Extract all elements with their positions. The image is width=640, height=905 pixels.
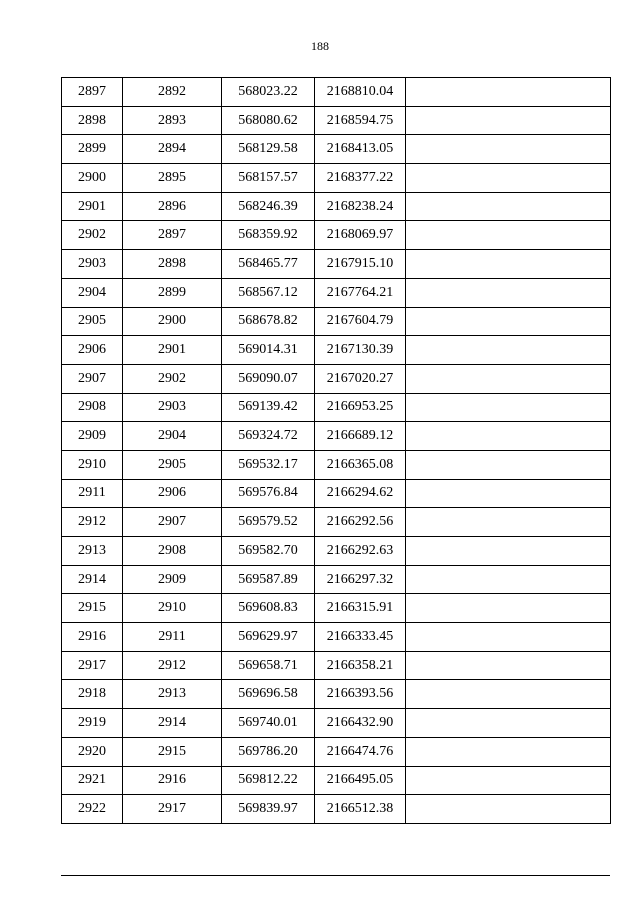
vertex-number-cell: 2903	[123, 393, 222, 422]
notes-cell	[406, 651, 611, 680]
y-coordinate-cell: 2166333.45	[315, 623, 406, 652]
x-coordinate-cell: 569324.72	[222, 422, 315, 451]
x-coordinate-cell: 569579.52	[222, 508, 315, 537]
x-coordinate-cell: 568567.12	[222, 278, 315, 307]
vertex-number-cell: 2899	[123, 278, 222, 307]
x-coordinate-cell: 569587.89	[222, 565, 315, 594]
point-number-cell: 2913	[62, 537, 123, 566]
notes-cell	[406, 680, 611, 709]
vertex-number-cell: 2898	[123, 250, 222, 279]
vertex-number-cell: 2905	[123, 450, 222, 479]
point-number-cell: 2908	[62, 393, 123, 422]
table-row	[62, 680, 611, 709]
point-number-cell: 2915	[62, 594, 123, 623]
table-row	[62, 623, 611, 652]
y-coordinate-cell: 2166292.56	[315, 508, 406, 537]
x-coordinate-cell: 568129.58	[222, 135, 315, 164]
table-row	[62, 164, 611, 193]
y-coordinate-cell: 2166393.56	[315, 680, 406, 709]
vertex-number-cell: 2910	[123, 594, 222, 623]
table-row	[62, 192, 611, 221]
table-row	[62, 737, 611, 766]
table-row	[62, 336, 611, 365]
point-number-cell: 2920	[62, 737, 123, 766]
notes-cell	[406, 78, 611, 107]
point-number-cell: 2902	[62, 221, 123, 250]
y-coordinate-cell: 2168594.75	[315, 106, 406, 135]
x-coordinate-cell: 569812.22	[222, 766, 315, 795]
table-row	[62, 537, 611, 566]
vertex-number-cell: 2913	[123, 680, 222, 709]
notes-cell	[406, 422, 611, 451]
x-coordinate-cell: 568023.22	[222, 78, 315, 107]
y-coordinate-cell: 2166292.63	[315, 537, 406, 566]
point-number-cell: 2898	[62, 106, 123, 135]
x-coordinate-cell: 568678.82	[222, 307, 315, 336]
notes-cell	[406, 135, 611, 164]
notes-cell	[406, 537, 611, 566]
x-coordinate-cell: 569532.17	[222, 450, 315, 479]
point-number-cell: 2917	[62, 651, 123, 680]
y-coordinate-cell: 2167020.27	[315, 364, 406, 393]
y-coordinate-cell: 2166297.32	[315, 565, 406, 594]
notes-cell	[406, 709, 611, 738]
point-number-cell: 2919	[62, 709, 123, 738]
y-coordinate-cell: 2167130.39	[315, 336, 406, 365]
table-row	[62, 450, 611, 479]
y-coordinate-cell: 2167604.79	[315, 307, 406, 336]
point-number-cell: 2909	[62, 422, 123, 451]
vertex-number-cell: 2901	[123, 336, 222, 365]
x-coordinate-cell: 569576.84	[222, 479, 315, 508]
table-row	[62, 795, 611, 824]
x-coordinate-cell: 569740.01	[222, 709, 315, 738]
point-number-cell: 2897	[62, 78, 123, 107]
notes-cell	[406, 479, 611, 508]
x-coordinate-cell: 569696.58	[222, 680, 315, 709]
x-coordinate-cell: 569090.07	[222, 364, 315, 393]
vertex-number-cell: 2912	[123, 651, 222, 680]
point-number-cell: 2916	[62, 623, 123, 652]
x-coordinate-cell: 569839.97	[222, 795, 315, 824]
vertex-number-cell: 2902	[123, 364, 222, 393]
vertex-number-cell: 2917	[123, 795, 222, 824]
vertex-number-cell: 2911	[123, 623, 222, 652]
y-coordinate-cell: 2166689.12	[315, 422, 406, 451]
vertex-number-cell: 2893	[123, 106, 222, 135]
y-coordinate-cell: 2166294.62	[315, 479, 406, 508]
x-coordinate-cell: 569658.71	[222, 651, 315, 680]
table-row	[62, 307, 611, 336]
table-row	[62, 106, 611, 135]
table-row	[62, 565, 611, 594]
table-row	[62, 135, 611, 164]
notes-cell	[406, 393, 611, 422]
notes-cell	[406, 737, 611, 766]
table-row	[62, 508, 611, 537]
table-row	[62, 709, 611, 738]
table-row	[62, 221, 611, 250]
notes-cell	[406, 508, 611, 537]
point-number-cell: 2906	[62, 336, 123, 365]
table-row	[62, 393, 611, 422]
point-number-cell: 2921	[62, 766, 123, 795]
y-coordinate-cell: 2168377.22	[315, 164, 406, 193]
notes-cell	[406, 192, 611, 221]
coordinates-table	[61, 77, 611, 824]
vertex-number-cell: 2906	[123, 479, 222, 508]
point-number-cell: 2911	[62, 479, 123, 508]
footer-rule	[61, 875, 610, 876]
point-number-cell: 2903	[62, 250, 123, 279]
point-number-cell: 2910	[62, 450, 123, 479]
vertex-number-cell: 2907	[123, 508, 222, 537]
x-coordinate-cell: 569786.20	[222, 737, 315, 766]
notes-cell	[406, 594, 611, 623]
vertex-number-cell: 2915	[123, 737, 222, 766]
y-coordinate-cell: 2166474.76	[315, 737, 406, 766]
y-coordinate-cell: 2166495.05	[315, 766, 406, 795]
point-number-cell: 2901	[62, 192, 123, 221]
y-coordinate-cell: 2167764.21	[315, 278, 406, 307]
notes-cell	[406, 307, 611, 336]
table-row	[62, 278, 611, 307]
notes-cell	[406, 565, 611, 594]
y-coordinate-cell: 2166953.25	[315, 393, 406, 422]
point-number-cell: 2904	[62, 278, 123, 307]
point-number-cell: 2899	[62, 135, 123, 164]
vertex-number-cell: 2904	[123, 422, 222, 451]
y-coordinate-cell: 2166512.38	[315, 795, 406, 824]
table-row	[62, 422, 611, 451]
x-coordinate-cell: 569014.31	[222, 336, 315, 365]
point-number-cell: 2922	[62, 795, 123, 824]
notes-cell	[406, 106, 611, 135]
table-body	[62, 78, 611, 824]
notes-cell	[406, 766, 611, 795]
table-row	[62, 651, 611, 680]
point-number-cell: 2900	[62, 164, 123, 193]
y-coordinate-cell: 2168069.97	[315, 221, 406, 250]
table-row	[62, 364, 611, 393]
x-coordinate-cell: 569629.97	[222, 623, 315, 652]
table-row	[62, 78, 611, 107]
notes-cell	[406, 450, 611, 479]
table-row	[62, 479, 611, 508]
y-coordinate-cell: 2166365.08	[315, 450, 406, 479]
notes-cell	[406, 164, 611, 193]
vertex-number-cell: 2909	[123, 565, 222, 594]
notes-cell	[406, 336, 611, 365]
x-coordinate-cell: 569582.70	[222, 537, 315, 566]
table-row	[62, 766, 611, 795]
point-number-cell: 2912	[62, 508, 123, 537]
table-row	[62, 594, 611, 623]
page-number: 188	[311, 39, 329, 53]
vertex-number-cell: 2900	[123, 307, 222, 336]
notes-cell	[406, 278, 611, 307]
x-coordinate-cell: 568465.77	[222, 250, 315, 279]
y-coordinate-cell: 2168413.05	[315, 135, 406, 164]
vertex-number-cell: 2897	[123, 221, 222, 250]
x-coordinate-cell: 568359.92	[222, 221, 315, 250]
y-coordinate-cell: 2166358.21	[315, 651, 406, 680]
y-coordinate-cell: 2166432.90	[315, 709, 406, 738]
vertex-number-cell: 2914	[123, 709, 222, 738]
notes-cell	[406, 795, 611, 824]
y-coordinate-cell: 2167915.10	[315, 250, 406, 279]
point-number-cell: 2907	[62, 364, 123, 393]
vertex-number-cell: 2895	[123, 164, 222, 193]
notes-cell	[406, 623, 611, 652]
point-number-cell: 2918	[62, 680, 123, 709]
vertex-number-cell: 2894	[123, 135, 222, 164]
point-number-cell: 2914	[62, 565, 123, 594]
y-coordinate-cell: 2166315.91	[315, 594, 406, 623]
vertex-number-cell: 2892	[123, 78, 222, 107]
table-row	[62, 250, 611, 279]
notes-cell	[406, 364, 611, 393]
y-coordinate-cell: 2168810.04	[315, 78, 406, 107]
vertex-number-cell: 2896	[123, 192, 222, 221]
x-coordinate-cell: 568080.62	[222, 106, 315, 135]
vertex-number-cell: 2908	[123, 537, 222, 566]
x-coordinate-cell: 569139.42	[222, 393, 315, 422]
x-coordinate-cell: 568246.39	[222, 192, 315, 221]
x-coordinate-cell: 568157.57	[222, 164, 315, 193]
notes-cell	[406, 250, 611, 279]
y-coordinate-cell: 2168238.24	[315, 192, 406, 221]
point-number-cell: 2905	[62, 307, 123, 336]
x-coordinate-cell: 569608.83	[222, 594, 315, 623]
vertex-number-cell: 2916	[123, 766, 222, 795]
notes-cell	[406, 221, 611, 250]
